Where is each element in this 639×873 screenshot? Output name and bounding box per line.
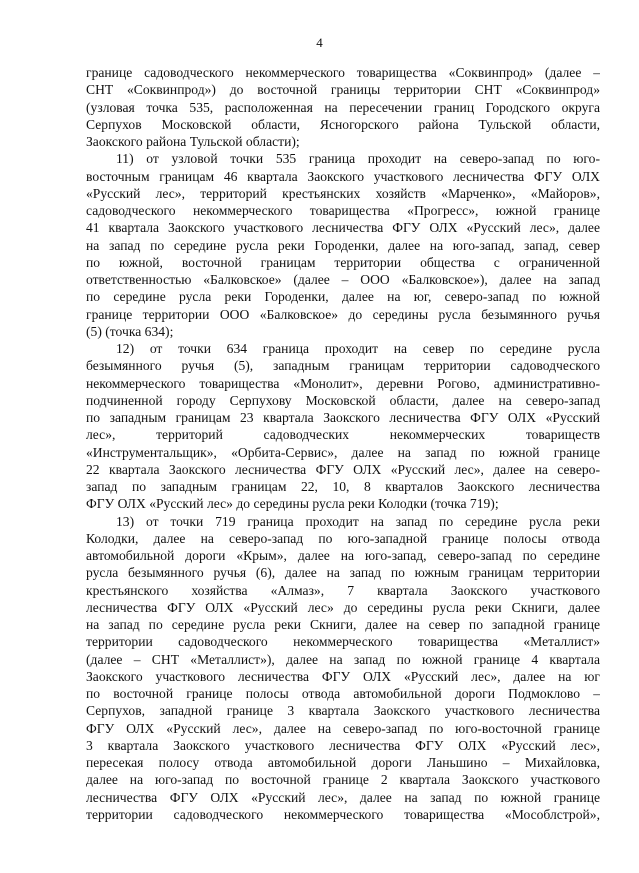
text-line: на запад по середине русла реки Скниги, далее на север по западной границе [86, 617, 600, 632]
text-line: восточным границам 46 квартала Заокского участкового лесничества ФГУ ОЛХ [86, 168, 600, 184]
text-line: автомобильной дороги «Крым», далее на юго-запад, северо-запад по середине [86, 548, 600, 563]
text-line: (далее – СНТ «Металлист»), далее на запад по южной границе 4 квартала [86, 651, 600, 667]
document-body [86, 64, 600, 823]
text-line: «Русский лес», территорий крестьянских хозяйств «Марченко», «Майоров», [86, 185, 600, 201]
text-line: подчиненной городу Серпухову Московской области, далее на северо-запад [86, 392, 600, 408]
text-line: 41 квартала Заокского участкового лесничества ФГУ ОЛХ «Русский лес», далее [86, 220, 600, 236]
text-line: лесничества ФГУ ОЛХ «Русский лес», далее на запад по южной границе [86, 789, 600, 805]
text-line: крестьянского хозяйства «Алмаз», 7 квартала Заокского участкового [86, 582, 600, 598]
text-line: «Инструментальщик», «Орбита-Сервис», далее на запад по южной границе [86, 444, 600, 460]
text-line: Колодки, далее на северо-запад по юго-западной границе полосы отвода [86, 530, 600, 546]
text-line: границе садоводческого некоммерческого товарищества «Соквинпрод» (далее – [86, 65, 600, 80]
text-line: СНТ «Соквинпрод») до восточной границы территории СНТ «Соквинпрод» [86, 82, 600, 98]
text-line: (5) (точка 634); [86, 323, 174, 339]
text-line: Серпухов Московской области, Ясногорского района Тульской области, [86, 116, 600, 132]
text-line: территории садоводческого некоммерческого товарищества «Металлист» [86, 634, 600, 650]
text-line: 22 квартала Заокского лесничества ФГУ ОЛХ «Русский лес», далее на северо- [86, 461, 600, 477]
text-line: некоммерческого товарищества «Монолит», деревни Рогово, административно- [86, 375, 600, 391]
text-line: ФГУ ОЛХ «Русский лес», далее на северо-запад по юго-восточной границе [86, 720, 600, 736]
text-line: лес», территорий садоводческих некоммерческих товариществ [86, 427, 600, 443]
text-line: по южной, восточной границам территории общества с ограниченной [86, 254, 600, 270]
text-line: Серпухов, западной границе 3 квартала Заокского участкового лесничества [86, 703, 600, 719]
text-line: на запад по середине русла реки Городенки, далее на юго-запад, запад, север [86, 237, 600, 253]
text-line: 3 квартала Заокского участкового лесничества ФГУ ОЛХ «Русский лес», [86, 737, 600, 753]
paragraph-first-line: 13) от точки 719 граница проходит на запад по середине русла реки [116, 513, 600, 529]
text-line: лесничества ФГУ ОЛХ «Русский лес» до середины русла реки Скниги, далее [86, 599, 600, 615]
text-line: по восточной границе полосы отвода автомобильной дороги Подмоклово – [86, 686, 600, 701]
text-line: безымянного ручья (5), западным границам территории садоводческого [86, 358, 600, 374]
text-line: Заокского района Тульской области); [86, 134, 300, 149]
text-line: по середине русла реки Городенки, далее на юг, северо-запад по южной [86, 289, 600, 305]
page-number: 4 [316, 35, 323, 50]
paragraph-first-line: 12) от точки 634 граница проходит на север по середине русла [116, 341, 600, 356]
text-line: ФГУ ОЛХ «Русский лес» до середины русла реки Колодки (точка 719); [86, 496, 499, 512]
paragraph-first-line: 11) от узловой точки 535 граница проходит на северо-запад по юго- [116, 151, 600, 167]
text-line: границе территории ООО «Балковское» до середины русла безымянного ручья [86, 306, 600, 322]
text-line: территории садоводческого некоммерческого товарищества «Мособлстрой», [86, 806, 600, 822]
text-line: по западным границам 23 квартала Заокского лесничества ФГУ ОЛХ «Русский [86, 410, 600, 425]
text-line: запад по западным границам 22, 10, 8 кварталов Заокского лесничества [86, 479, 600, 494]
text-line: (узловая точка 535, расположенная на пересечении границ Городского округа [86, 99, 600, 115]
text-line: далее на юго-запад по восточной границе 2 квартала Заокского участкового [86, 772, 600, 788]
text-line: русла безымянного ручья (6), далее на запад по южным границам территории [86, 565, 600, 581]
text-line: Заокского участкового лесничества ФГУ ОЛХ «Русский лес», далее на юг [86, 668, 600, 684]
text-line: ответственностью «Балковское» (далее – ООО «Балковское»), далее на запад [86, 272, 600, 287]
text-line: пересекая полосу отвода автомобильной дороги Ланьшино – Михайловка, [86, 755, 600, 770]
text-line: садоводческого некоммерческого товарищества «Прогресс», южной границе [86, 203, 600, 218]
